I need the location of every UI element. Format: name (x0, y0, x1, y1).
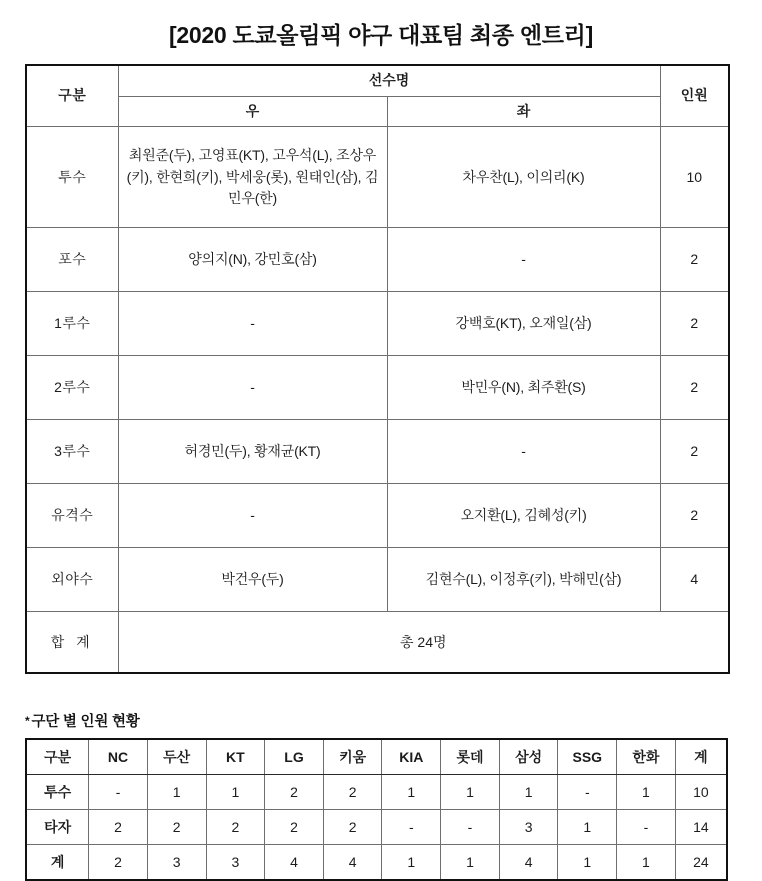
club-row-label: 투수 (26, 775, 89, 810)
club-header-cell: KIA (382, 739, 441, 775)
row-left-players: 강백호(KT), 오재일(삼) (387, 292, 660, 356)
roster-table-head (26, 65, 729, 127)
row-position: 포수 (26, 228, 118, 292)
club-cell: 3 (206, 845, 265, 881)
row-left-players: 박민우(N), 최주환(S) (387, 356, 660, 420)
club-cell: - (89, 775, 148, 810)
row-position: 3루수 (26, 420, 118, 484)
row-left-players: 차우찬(L), 이의리(K) (387, 127, 660, 228)
club-cell: 1 (441, 775, 500, 810)
total-label: 합 계 (26, 612, 118, 674)
club-cell: 2 (265, 775, 324, 810)
header-count: 인원 (660, 65, 729, 127)
club-cell: - (558, 775, 617, 810)
club-cell: 1 (382, 845, 441, 881)
row-count: 2 (660, 420, 729, 484)
club-summary-table (25, 738, 728, 881)
club-cell: 4 (265, 845, 324, 881)
total-row (26, 612, 729, 674)
row-count: 2 (660, 228, 729, 292)
club-row-label: 계 (26, 845, 89, 881)
row-left-players: 김현수(L), 이정후(키), 박해민(삼) (387, 548, 660, 612)
club-cell: - (382, 810, 441, 845)
club-cell: 3 (147, 845, 206, 881)
club-cell: 1 (499, 775, 558, 810)
row-count: 2 (660, 356, 729, 420)
row-position: 투수 (26, 127, 118, 228)
header-player-name: 선수명 (118, 65, 660, 96)
club-cell: 4 (499, 845, 558, 881)
club-header-cell: 두산 (147, 739, 206, 775)
club-cell: 2 (206, 810, 265, 845)
club-cell: 1 (617, 845, 676, 881)
table-row (26, 420, 729, 484)
asterisk-icon: * (25, 714, 30, 729)
section-note (25, 710, 762, 731)
header-left-handed: 좌 (387, 96, 660, 127)
table-row (26, 845, 727, 881)
row-count: 4 (660, 548, 729, 612)
club-cell: 1 (558, 845, 617, 881)
row-right-players: - (118, 484, 387, 548)
row-right-players: 최원준(두), 고영표(KT), 고우석(L), 조상우(키), 한현희(키), 박세웅(롯), 원태인(삼), 김민우(한) (118, 127, 387, 228)
club-cell: 1 (558, 810, 617, 845)
club-cell: 2 (323, 810, 382, 845)
roster-table (25, 64, 730, 674)
roster-table-body (26, 127, 729, 674)
roster-table-container (0, 64, 762, 674)
total-value: 총 24명 (118, 612, 729, 674)
row-position: 1루수 (26, 292, 118, 356)
row-position: 외야수 (26, 548, 118, 612)
header-right-handed: 우 (118, 96, 387, 127)
club-table-head (26, 739, 727, 775)
club-header-cell: 계 (675, 739, 727, 775)
header-gubun: 구분 (26, 65, 118, 127)
row-position: 2루수 (26, 356, 118, 420)
club-cell: 1 (617, 775, 676, 810)
row-right-players: 허경민(두), 황재균(KT) (118, 420, 387, 484)
club-row-label: 타자 (26, 810, 89, 845)
club-cell: 10 (675, 775, 727, 810)
table-row (26, 810, 727, 845)
club-header-row (26, 739, 727, 775)
row-count: 10 (660, 127, 729, 228)
club-cell: 2 (265, 810, 324, 845)
club-header-cell: 삼성 (499, 739, 558, 775)
club-header-cell: NC (89, 739, 148, 775)
club-table-body (26, 775, 727, 881)
section-note-text: 구단 별 인원 현황 (31, 714, 140, 731)
table-row (26, 127, 729, 228)
club-cell: 1 (382, 775, 441, 810)
club-cell: - (617, 810, 676, 845)
row-right-players: - (118, 292, 387, 356)
page-title: [2020 도쿄올림픽 야구 대표팀 최종 엔트리] (169, 22, 593, 48)
club-header-cell: 키움 (323, 739, 382, 775)
row-left-players: - (387, 228, 660, 292)
table-row (26, 484, 729, 548)
club-cell: 4 (323, 845, 382, 881)
row-count: 2 (660, 484, 729, 548)
club-header-cell: 롯데 (441, 739, 500, 775)
table-row (26, 548, 729, 612)
header-row-bottom (26, 96, 729, 127)
club-cell: 14 (675, 810, 727, 845)
club-header-cell: KT (206, 739, 265, 775)
club-cell: 1 (147, 775, 206, 810)
table-row (26, 292, 729, 356)
row-position: 유격수 (26, 484, 118, 548)
club-cell: 2 (323, 775, 382, 810)
club-header-cell: 한화 (617, 739, 676, 775)
club-cell: 1 (206, 775, 265, 810)
club-cell: 2 (89, 845, 148, 881)
row-left-players: 오지환(L), 김혜성(키) (387, 484, 660, 548)
club-cell: - (441, 810, 500, 845)
row-right-players: 양의지(N), 강민호(삼) (118, 228, 387, 292)
club-table-container (0, 738, 762, 881)
row-right-players: - (118, 356, 387, 420)
club-cell: 2 (147, 810, 206, 845)
header-row-top (26, 65, 729, 96)
club-header-cell: SSG (558, 739, 617, 775)
table-row (26, 228, 729, 292)
club-cell: 1 (441, 845, 500, 881)
row-left-players: - (387, 420, 660, 484)
row-right-players: 박건우(두) (118, 548, 387, 612)
club-header-cell: 구분 (26, 739, 89, 775)
club-cell: 24 (675, 845, 727, 881)
table-row (26, 775, 727, 810)
club-cell: 2 (89, 810, 148, 845)
club-cell: 3 (499, 810, 558, 845)
club-header-cell: LG (265, 739, 324, 775)
row-count: 2 (660, 292, 729, 356)
table-row (26, 356, 729, 420)
